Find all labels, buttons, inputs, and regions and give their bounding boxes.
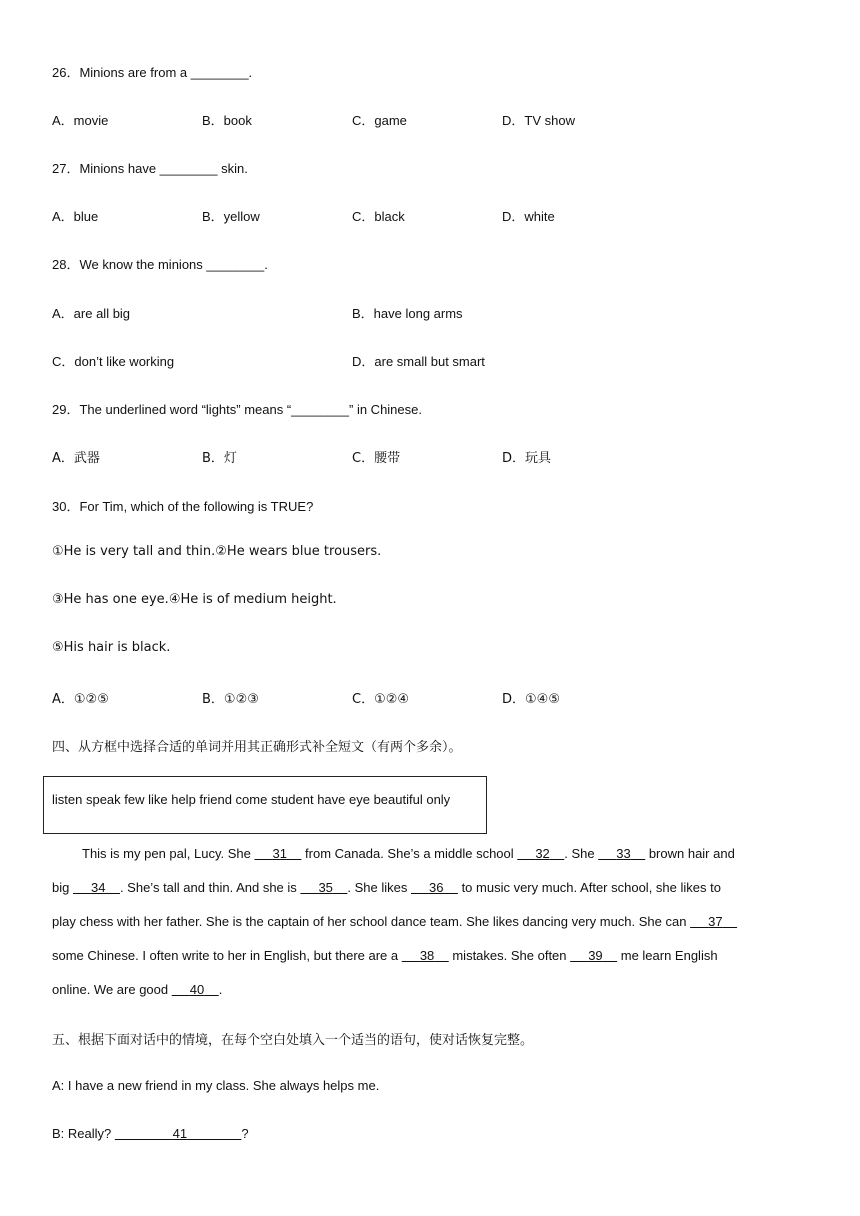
passage-line-4: some Chinese. I often write to her in English, but there are a 38 mistakes. She often 39 me learn English bbox=[52, 948, 718, 963]
passage-line-5: online. We are good 40 . bbox=[52, 982, 223, 997]
q26-option-d: D．TV show bbox=[502, 113, 575, 128]
blank-32: 32 bbox=[535, 846, 550, 861]
blank-41: 41 bbox=[172, 1126, 188, 1141]
q28-option-d: D．are small but smart bbox=[352, 354, 485, 369]
blank-37: 37 bbox=[708, 914, 723, 929]
q28-option-c: C．don’t like working bbox=[52, 354, 175, 369]
word-box-text: listen speak few like help friend come student have eye beautiful only bbox=[52, 792, 451, 807]
q30-statement-1: ①He is very tall and thin.②He wears blue trousers. bbox=[52, 544, 382, 559]
blank-40: 40 bbox=[189, 982, 205, 997]
q28-option-b: B．have long arms bbox=[352, 306, 463, 321]
q29-stem: 29．The underlined word “lights” means “________” in Chinese. bbox=[52, 402, 422, 417]
q28-stem: 28．We know the minions ________. bbox=[52, 257, 268, 272]
q26-option-b: B．book bbox=[202, 113, 252, 128]
cloze-passage bbox=[52, 846, 812, 1016]
q30-stem: 30．For Tim, which of the following is TRUE? bbox=[52, 499, 314, 514]
word-box bbox=[43, 776, 487, 834]
section-4-heading: 四、从方框中选择合适的单词并用其正确形式补全短文（有两个多余）。 bbox=[52, 740, 462, 755]
blank-35: 35 bbox=[318, 880, 333, 895]
q26-option-c: C．game bbox=[352, 113, 407, 128]
q30-statement-3: ⑤His hair is black. bbox=[52, 640, 171, 655]
blank-34: 34 bbox=[91, 880, 106, 895]
q30-option-b: B．①②③ bbox=[202, 692, 259, 707]
blank-33: 33 bbox=[616, 846, 631, 861]
q29-option-b: B．灯 bbox=[202, 451, 237, 466]
passage-line-3: play chess with her father. She is the captain of her school dance team. She likes dancing very much. She can 37 bbox=[52, 914, 737, 929]
q30-option-a: A．①②⑤ bbox=[52, 692, 109, 707]
q29-option-c: C．腰带 bbox=[352, 451, 401, 466]
q30-option-c: C．①②④ bbox=[352, 692, 410, 707]
q27-option-a: A．blue bbox=[52, 209, 99, 224]
blank-36: 36 bbox=[429, 880, 444, 895]
q27-option-d: D．white bbox=[502, 209, 555, 224]
q30-option-d: D．①④⑤ bbox=[502, 692, 560, 707]
blank-31: 31 bbox=[272, 846, 287, 861]
dialogue-line-b: B: Really? 41 ? bbox=[52, 1126, 249, 1141]
q27-option-b: B．yellow bbox=[202, 209, 260, 224]
q30-statement-2: ③He has one eye.④He is of medium height. bbox=[52, 592, 337, 607]
section-5-heading: 五、根据下面对话中的情境，在每个空白处填入一个适当的语句，使对话恢复完整。 bbox=[52, 1033, 534, 1048]
blank-39: 39 bbox=[588, 948, 603, 963]
q29-option-a: A．武器 bbox=[52, 451, 100, 466]
passage-line-2: big 34 . She’s tall and thin. And she is 35 . She likes 36 to music very much. After school, she likes to bbox=[52, 880, 721, 895]
dialogue-line-a: A: I have a new friend in my class. She always helps me. bbox=[52, 1078, 380, 1093]
q29-option-d: D．玩具 bbox=[502, 451, 552, 466]
q28-option-a: A．are all big bbox=[52, 306, 131, 321]
q27-stem: 27．Minions have ________ skin. bbox=[52, 161, 248, 176]
q27-option-c: C．black bbox=[352, 209, 405, 224]
passage-line-1: This is my pen pal, Lucy. She 31 from Canada. She’s a middle school 32 . She 33 brown hair and bbox=[82, 846, 735, 861]
blank-38: 38 bbox=[419, 948, 435, 963]
q26-stem: 26．Minions are from a ________. bbox=[52, 65, 253, 80]
q26-option-a: A．movie bbox=[52, 113, 109, 128]
